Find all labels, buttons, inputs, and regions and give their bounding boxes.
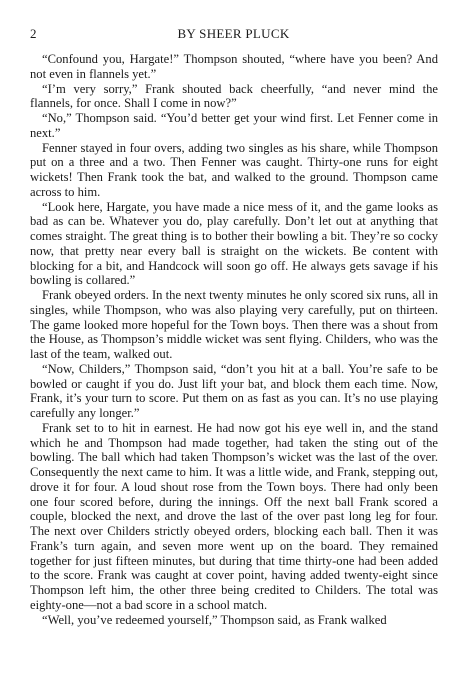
paragraph: “No,” Thompson said. “You’d better get your wind first. Let Fenner come in next.” [30, 111, 438, 140]
page-number: 2 [30, 26, 37, 41]
running-title: BY SHEER PLUCK [177, 26, 290, 41]
page-header [30, 26, 437, 42]
paragraph: Frank set to to hit in earnest. He had now got his eye well in, and the stand which he and Thompson had made together, had taken the sting out of the bowling. The ball which had taken Thompson’s wicket was the last of the over. Consequently the next came to him. It was a little wide, and Frank, stepping out, drove it for four. A loud shout rose from the Town boys. There had only been one four scored before, during the innings. Off the next ball Frank scored a couple, blocked the next, and drove the last of the over past long leg for four. The next over Childers strictly obeyed orders, blocking each ball. Then it was Frank’s turn again, and seven more went up on the board. They remained together for just fifteen minutes, but during that time thirty-one had been added to the score. Frank was caught at cover point, having added twenty-eight since Thompson left him, the other three being credited to Childers. The total was eighty-one—not a bad score in a school match. [30, 420, 438, 612]
paragraph: “Confound you, Hargate!” Thompson shouted, “where have you been? And not even in flannels yet.” [30, 52, 438, 81]
paragraph: Frank obeyed orders. In the next twenty minutes he only scored six runs, all in singles, while Thompson, who was also playing very carefully, put on thirteen. The game looked more hopeful for the Town boys. Then there was a shout from the House, as Thompson’s middle wicket was sent flying. Childers, who was the last of the team, walked out. [30, 288, 438, 361]
paragraph: “Well, you’ve redeemed yourself,” Thompson said, as Frank walked [42, 612, 387, 627]
paragraph: “Now, Childers,” Thompson said, “don’t you hit at a ball. You’re safe to be bowled or caught if you do. Just lift your bat, and block them each time. Now, Frank, it’s your turn to score. Put them on as fast as you can. It’s no use playing carefully any longer.” [30, 361, 438, 420]
paragraph: “Look here, Hargate, you have made a nice mess of it, and the game looks as bad as can be. Whatever you do, play carefully. Don’t let out at anything that comes straight. The great thing is to bother their bowling a bit. They’re so cocky now, that pretty near every ball is straight on the wickets. Be content with blocking for a bit, and Handcock will soon go off. He always gets savage if his bowling is collared.” [30, 199, 438, 288]
body-text [30, 52, 438, 627]
paragraph: “I’m very sorry,” Frank shouted back cheerfully, “and never mind the flannels, for once. Shall I come in now?” [30, 81, 438, 111]
paragraph: Fenner stayed in four overs, adding two singles as his share, while Thompson put on a three and a two. Then Fenner was caught. Thirty-one runs for eight wickets! Then Frank took the bat, and walked to the ground. Thompson came across to him. [30, 140, 438, 199]
